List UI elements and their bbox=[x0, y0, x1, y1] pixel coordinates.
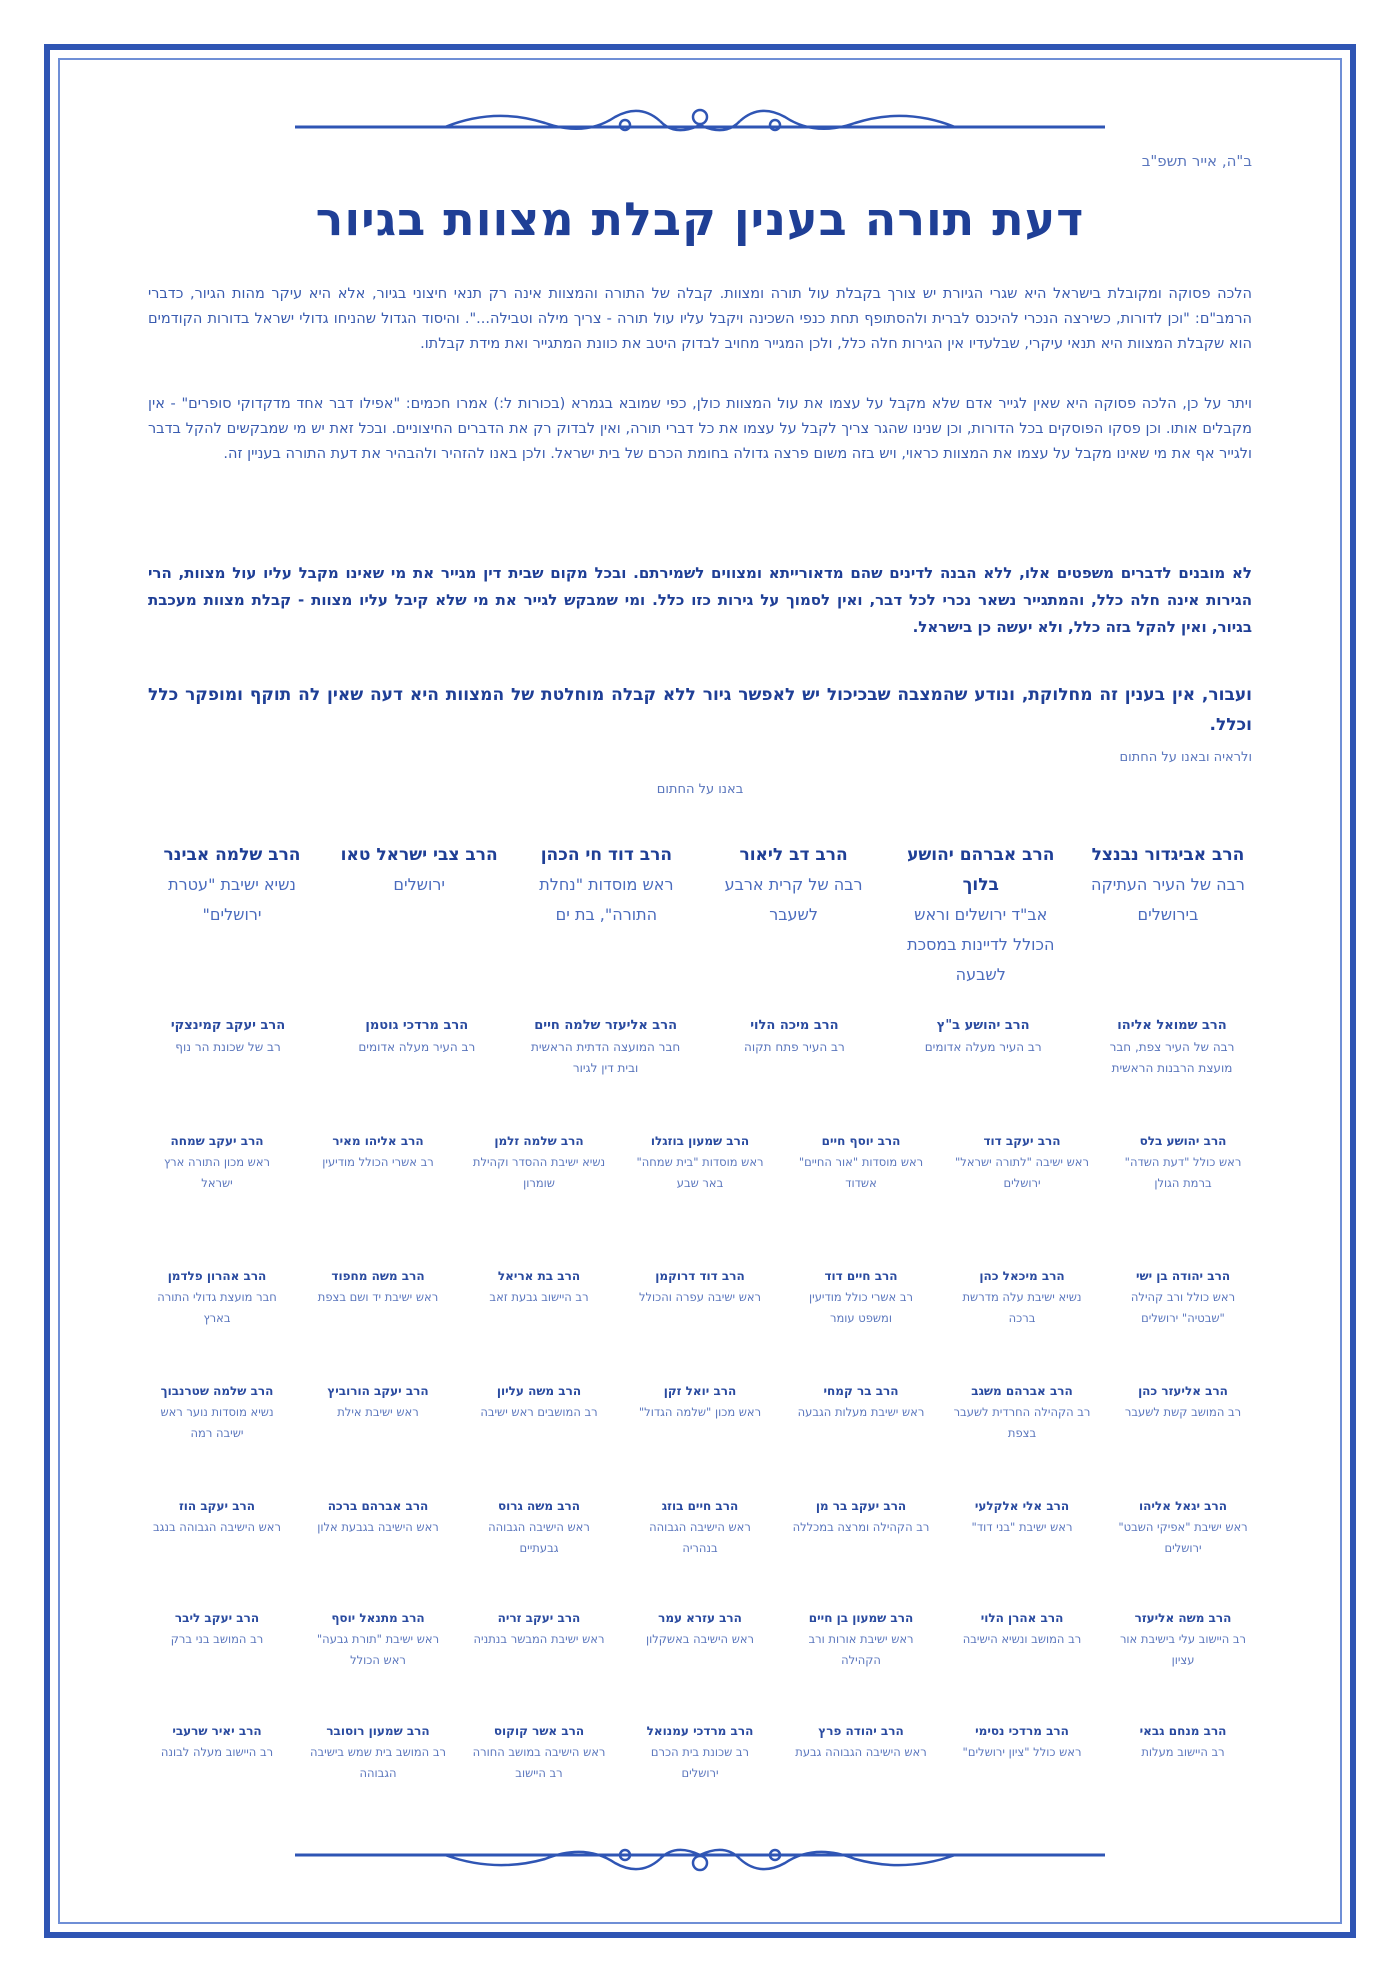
signatory bbox=[309, 1720, 447, 1784]
signatory-title: ראש הישיבה הגבוהה גבעת bbox=[795, 1745, 927, 1759]
signatory bbox=[710, 840, 878, 990]
signatory bbox=[792, 1607, 930, 1671]
signatory-title: ראש הישיבה הגבוהה בנהריה bbox=[649, 1520, 751, 1555]
signatory-title: ראש מכון התורה ארץ ישראל bbox=[163, 1155, 271, 1190]
signatory-title: ראש הישיבה הגבוהה גבעתיים bbox=[488, 1520, 590, 1555]
signatory-title: רב העיר מעלה אדומים bbox=[924, 1040, 1042, 1054]
signatory-title: ראש הישיבה במושב החורה רב היישוב bbox=[472, 1745, 606, 1780]
signatory-title: רב המושבים ראש ישיבה bbox=[480, 1405, 598, 1419]
paragraph-1: הלכה פסוקה ומקובלת בישראל היא שגרי הגיורת יש צורך בקבלת עול תורה ומצוות. קבלה של התורה והמצוות אינה רק תנאי חיצוני בגיור, אלא היא עיקר מהות הגיור, כדברי הרמב"ם: "וכן לדורות, כשירצה הנכרי להיכנס לברית ולהסתופף תחת כנפי השכינה ויקבל עליו עול תורה - צריך מילה וטבילה...". והיסוד הגדול שהניחו גדולי ישראל בדורות הקודמים הוא שקבלת המצוות היא תנאי עיקרי, שבלעדיו אין הגירות חלה כלל, ולכן המגייר מחויב לבדוק היטב את כוונת המתגייר ואת מידת קבלתו. bbox=[148, 286, 1252, 352]
signatory-name: הרב מתנאל יוסף bbox=[331, 1611, 425, 1625]
signatory bbox=[631, 1130, 769, 1194]
signatory bbox=[1114, 1265, 1252, 1329]
signatory bbox=[470, 1265, 608, 1329]
signatory bbox=[792, 1380, 930, 1444]
top-ornament bbox=[295, 103, 1105, 147]
signatory-title: רב אשרי כולל מודיעין ומשפט עומר bbox=[809, 1290, 913, 1325]
signatory-name: הרב יעקב הוז bbox=[179, 1499, 255, 1513]
signatory-name: הרב שמואל אליהו bbox=[1117, 1018, 1227, 1033]
signatory-title: ראש הישיבה באשקלון bbox=[645, 1632, 755, 1646]
signatory-name: הרב דב ליאור bbox=[739, 845, 848, 865]
signatory-name: הרב דוד חי הכהן bbox=[540, 845, 673, 865]
signatory bbox=[470, 1607, 608, 1671]
signatory bbox=[309, 1130, 447, 1194]
signatory-title: ראש מוסדות "נחלת התורה", בת ים bbox=[539, 875, 674, 924]
signatory-title: רב הקהילה החרדית לשעבר בצפת bbox=[953, 1405, 1091, 1440]
signatory bbox=[1114, 1495, 1252, 1559]
signatory bbox=[148, 1015, 308, 1079]
signatory bbox=[953, 1720, 1091, 1784]
signatory bbox=[792, 1495, 930, 1559]
signatory bbox=[148, 1607, 286, 1671]
signatory-title: רב היישוב גבעת זאב bbox=[489, 1290, 589, 1304]
signatory-name: הרב אלי אלקלעי bbox=[974, 1499, 1070, 1513]
signatory-name: הרב יעקב ליבר bbox=[174, 1611, 260, 1625]
signatory-name: הרב יהושע בלס bbox=[1139, 1134, 1227, 1148]
signatory-name: הרב משה אליעזר bbox=[1134, 1611, 1232, 1625]
signature-row-8 bbox=[148, 1720, 1252, 1784]
signatory-title: ראש ישיבה עפרה והכולל bbox=[638, 1290, 762, 1304]
signatory-title: רב שכונת בית הכרם ירושלים bbox=[650, 1745, 750, 1780]
signatory-title: רב המושב ונשיא הישיבה bbox=[962, 1632, 1082, 1646]
signatory-title: רב הקהילה ומרצה במכללה bbox=[792, 1520, 930, 1534]
signatory-title: נשיא מוסדות נוער ראש ישיבה רמה bbox=[160, 1405, 274, 1440]
signature-row-7 bbox=[148, 1607, 1252, 1671]
signatory bbox=[1114, 1130, 1252, 1194]
signatory bbox=[335, 840, 503, 990]
signatory-title: רב של שכונת הר נוף bbox=[175, 1040, 281, 1054]
signatory-name: הרב בר קמחי bbox=[823, 1384, 899, 1398]
signatory-title: ראש ישיבת אילת bbox=[337, 1405, 419, 1419]
signatory-name: הרב אביגדור נבנצל bbox=[1091, 845, 1245, 865]
signatory-name: הרב מרדכי גוטמן bbox=[365, 1018, 469, 1033]
signatory bbox=[309, 1495, 447, 1559]
signatory-name: הרב יגאל אליהו bbox=[1139, 1499, 1227, 1513]
signature-row-4 bbox=[148, 1265, 1252, 1329]
signatory-title: ירושלים bbox=[393, 875, 445, 894]
signatures-note: ולראיה ובאנו על החתום bbox=[1119, 750, 1252, 765]
signatory-name: הרב יאיר שרעבי bbox=[172, 1724, 262, 1738]
signatory-title: רב היישוב מעלות bbox=[1141, 1745, 1225, 1759]
signatory-title: חבר המועצה הדתית הראשית ובית דין לגיור bbox=[530, 1040, 681, 1075]
signatory bbox=[714, 1015, 874, 1079]
signatory-title: ראש מכון "שלמה הגדול" bbox=[638, 1405, 762, 1419]
signatory bbox=[953, 1130, 1091, 1194]
signatory-title: ראש ישיבת מעלות הגבעה bbox=[797, 1405, 925, 1419]
signatory bbox=[148, 1265, 286, 1329]
signatory-title: ראש כולל "ציון ירושלים" bbox=[962, 1745, 1082, 1759]
signatory-name: הרב יהודה פרץ bbox=[818, 1724, 904, 1738]
signatory bbox=[522, 840, 690, 990]
paragraph-2: ויתר על כן, הלכה פסוקה היא שאין לגייר אדם שלא מקבל על עצמו את עול המצוות כולן, כפי שמובא בגמרא (בכורות ל:) אמרו חכמים: "אפילו דבר אחד מדקדוקי סופרים" - אין מקבלים אותו. וכן פסקו הפוסקים בכל הדורות, וכן שנינו שהגר צריך לקבל על עצמו את כל דברי תורה, ואין לבדוק רק את הדברים החיצוניים. ובכל זאת יש מי שמבקשים להקל בדבר ולגייר אף את מי שאינו מקבל על עצמו את המצוות כראוי, ויש בזה משום פרצה גדולה בחומת הכרם של בית ישראל. ולכן באנו להזהיר ולהבהיר את דעת התורה בעניין זה. bbox=[148, 396, 1252, 462]
signatory bbox=[148, 1380, 286, 1444]
signatory-name: הרב עזרא עמר bbox=[658, 1611, 742, 1625]
signatory-name: הרב יעקב קמינצקי bbox=[170, 1018, 286, 1033]
signatory-name: הרב שמעון בוזגלו bbox=[650, 1134, 750, 1148]
signatory-name: הרב חיים בוזג bbox=[661, 1499, 739, 1513]
signatory-title: נשיא ישיבת ההסדר וקהילת שומרון bbox=[472, 1155, 606, 1190]
signature-row-3 bbox=[148, 1130, 1252, 1194]
bottom-ornament bbox=[295, 1833, 1105, 1877]
signatory-name: הרב אברהם משגב bbox=[971, 1384, 1073, 1398]
signatory-name: הרב שלמה זלמן bbox=[494, 1134, 584, 1148]
signatory-title: רב היישוב עלי בישיבת אור עציון bbox=[1119, 1632, 1247, 1667]
signatory bbox=[1092, 1015, 1252, 1079]
signatory-title: רבה של קרית ארבע לשעבר bbox=[724, 875, 863, 924]
signatory bbox=[631, 1720, 769, 1784]
signatory-title: נשיא ישיבת עלה מדרשת ברכה bbox=[962, 1290, 1082, 1325]
signatory bbox=[1114, 1607, 1252, 1671]
signatory-name: הרב אשר קוקוס bbox=[493, 1724, 585, 1738]
signatory-title: ראש מוסדות "אור החיים" אשדוד bbox=[798, 1155, 924, 1190]
signatory bbox=[148, 840, 316, 990]
signatory-name: הרב מיכאל כהן bbox=[979, 1269, 1065, 1283]
signatory bbox=[631, 1607, 769, 1671]
signatory-name: הרב בת אריאל bbox=[497, 1269, 581, 1283]
signatory-name: הרב אליעזר שלמה חיים bbox=[534, 1018, 677, 1033]
signatory-name: הרב אברהם יהושע בלוך bbox=[907, 845, 1055, 895]
signatory-title: רב אשרי הכולל מודיעין bbox=[322, 1155, 434, 1169]
signatory-title: ראש מוסדות "בית שמחה" באר שבע bbox=[636, 1155, 764, 1190]
signatory-title: ראש כולל "דעת השדה" ברמת הגולן bbox=[1124, 1155, 1242, 1190]
signatory-name: הרב יעקב בר מן bbox=[815, 1499, 907, 1513]
signatory-name: הרב שמעון רוסובר bbox=[326, 1724, 430, 1738]
signatory-name: הרב מנחם גבאי bbox=[1139, 1724, 1227, 1738]
signatory-title: רב העיר מעלה אדומים bbox=[358, 1040, 476, 1054]
signatory-title: ראש ישיבת יד ושם בצפת bbox=[317, 1290, 439, 1304]
signatory bbox=[903, 1015, 1063, 1079]
signatory-name: הרב מרדכי עמנואל bbox=[646, 1724, 754, 1738]
paragraph-3: לא מובנים לדברים משפטים אלו, ללא הבנה לדינים שהם מדאורייתא ומצווים לשמירתם. ובכל מקום שבית דין מגייר את מי שאינו מקבל עליו עול מצוות, הרי הגירות אינה חלה כלל, והמתגייר נשאר נכרי לכל דבר, ואין לסמוך על גירות כזו כלל. ומי שמבקש לגייר את מי שלא קיבל עליו מצוות - קבלת מצוות מעכבת בגיור, ואין להקל בזה כלל, ולא יעשה כן בישראל. bbox=[148, 564, 1252, 636]
signatory bbox=[470, 1495, 608, 1559]
signatory-title: חבר מועצת גדולי התורה בארץ bbox=[157, 1290, 277, 1325]
signatory-title: רב העיר פתח תקוה bbox=[744, 1040, 845, 1054]
paragraph-4: ועבור, אין בענין זה מחלוקת, ונודע שהמצבה שבכיכול יש לאפשר גיור ללא קבלה מוחלטת של המצוות היא דעה שאין לה תוקף ומופקר כלל וכלל. bbox=[148, 685, 1252, 735]
signatory bbox=[631, 1380, 769, 1444]
signatory bbox=[470, 1720, 608, 1784]
signatory bbox=[953, 1380, 1091, 1444]
signatory-title: רב המושב קשת לשעבר bbox=[1124, 1405, 1242, 1419]
signatory bbox=[1084, 840, 1252, 990]
signatory-name: הרב יהודה בן ישי bbox=[1135, 1269, 1231, 1283]
signatory bbox=[631, 1265, 769, 1329]
signatory bbox=[470, 1130, 608, 1194]
signatory bbox=[148, 1130, 286, 1194]
signatory-name: הרב משה מחפוד bbox=[331, 1269, 425, 1283]
signatory-title: ראש הישיבה הגבוהה בנגב bbox=[153, 1520, 281, 1534]
signatory-title: ראש ישיבת "תורת גבעה" ראש הכולל bbox=[316, 1632, 440, 1667]
signatory-name: הרב שמעון בן חיים bbox=[808, 1611, 914, 1625]
signatory-name: הרב יואל זקן bbox=[663, 1384, 737, 1398]
signatory-name: הרב אהרן הלוי bbox=[980, 1611, 1064, 1625]
signatory-name: הרב חיים דוד bbox=[824, 1269, 898, 1283]
signatory bbox=[337, 1015, 497, 1079]
signatures-heading: באנו על החתום bbox=[656, 782, 744, 797]
signatory bbox=[309, 1380, 447, 1444]
signatory-title: ראש כולל ורב קהילה "שבטיה" ירושלים bbox=[1130, 1290, 1236, 1325]
signatory bbox=[953, 1607, 1091, 1671]
signatory-name: הרב אליהו מאיר bbox=[332, 1134, 424, 1148]
signatory bbox=[526, 1015, 686, 1079]
signatory bbox=[470, 1380, 608, 1444]
signatory-title: ראש ישיבת המבשר בנתניה bbox=[473, 1632, 605, 1646]
signatory-title: רבה של העיר צפת, חבר מועצת הרבנות הראשית bbox=[1109, 1040, 1235, 1075]
signatory-name: הרב שלמה אבינר bbox=[163, 845, 301, 865]
signatory-title: רבה של העיר העתיקה בירושלים bbox=[1091, 875, 1245, 924]
signatory bbox=[953, 1265, 1091, 1329]
signatory-name: הרב משה גרוס bbox=[497, 1499, 581, 1513]
signatory-title: רב המושב בית שמש בישיבה הגבוהה bbox=[309, 1745, 446, 1780]
signatory-name: הרב יעקב שמחה bbox=[170, 1134, 264, 1148]
signature-row-2 bbox=[148, 1015, 1252, 1079]
signature-row-5 bbox=[148, 1380, 1252, 1444]
signature-row-1 bbox=[148, 840, 1252, 990]
signatory-name: הרב יעקב דוד bbox=[983, 1134, 1061, 1148]
signatory-title: נשיא ישיבת "עטרת ירושלים" bbox=[168, 875, 296, 924]
signatory bbox=[148, 1495, 286, 1559]
signatory-name: הרב שלמה שטרנבוך bbox=[160, 1384, 274, 1398]
signatory-name: הרב אליעזר כהן bbox=[1138, 1384, 1228, 1398]
signatory-title: ראש ישיבת אורות ורב הקהילה bbox=[808, 1632, 914, 1667]
date-header: ב"ה, אייר תשפ"ב bbox=[1141, 152, 1252, 170]
signatory bbox=[792, 1130, 930, 1194]
signatory-title: רב המושב בני ברק bbox=[170, 1632, 264, 1646]
signatory-name: הרב דוד דרוקמן bbox=[655, 1269, 745, 1283]
signatory-name: הרב יהושע ב"ץ bbox=[936, 1018, 1030, 1033]
signatory bbox=[309, 1265, 447, 1329]
signatory bbox=[1114, 1720, 1252, 1784]
signatory bbox=[1114, 1380, 1252, 1444]
signature-row-6 bbox=[148, 1495, 1252, 1559]
signatory-name: הרב משה עליון bbox=[496, 1384, 582, 1398]
signatory-title: ראש הישיבה בגבעת אלון bbox=[317, 1520, 439, 1534]
signatory bbox=[897, 840, 1065, 990]
signatory bbox=[309, 1607, 447, 1671]
signatory-name: הרב מרדכי נסימי bbox=[975, 1724, 1069, 1738]
signatory-name: הרב אברהם ברכה bbox=[327, 1499, 429, 1513]
signatory bbox=[148, 1720, 286, 1784]
signatory-title: ראש ישיבה "לתורה ישראל" ירושלים bbox=[955, 1155, 1089, 1190]
signatory bbox=[792, 1265, 930, 1329]
signatory-name: הרב יעקב הורוביץ bbox=[327, 1384, 429, 1398]
signatory-title: אב"ד ירושלים וראש הכולל לדיינות במסכת לשבעה bbox=[907, 905, 1055, 984]
signatory bbox=[792, 1720, 930, 1784]
signatory-title: רב היישוב מעלה לבונה bbox=[160, 1745, 274, 1759]
signatory-title: ראש ישיבת "בני דוד" bbox=[971, 1520, 1073, 1534]
signatory bbox=[953, 1495, 1091, 1559]
signatory-name: הרב מיכה הלוי bbox=[750, 1018, 839, 1033]
signatory-name: הרב יוסף חיים bbox=[821, 1134, 901, 1148]
signatory-title: ראש ישיבת "אפיקי השבט" ירושלים bbox=[1118, 1520, 1248, 1555]
signatory-name: הרב צבי ישראל טאו bbox=[340, 845, 498, 865]
page-title: דעת תורה בענין קבלת מצוות בגיור bbox=[315, 192, 1085, 246]
signatory-name: הרב אהרון פלדמן bbox=[167, 1269, 267, 1283]
signatory bbox=[631, 1495, 769, 1559]
signatory-name: הרב יעקב זריה bbox=[497, 1611, 581, 1625]
